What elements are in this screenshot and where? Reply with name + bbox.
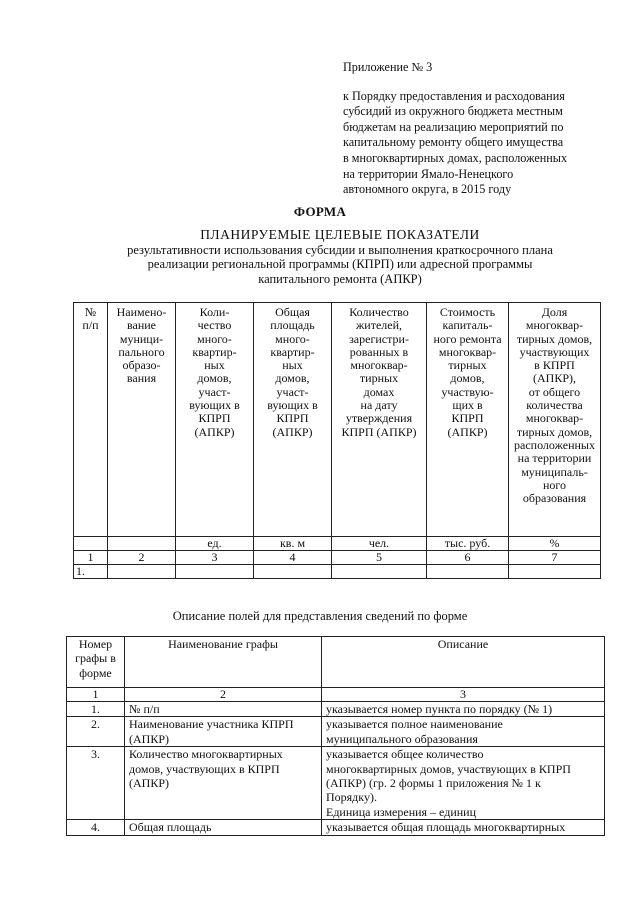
appendix-line: субсидий из окружного бюджета местным [343, 104, 563, 119]
appendix-line: бюджетам на реализацию мероприятий по [343, 119, 564, 134]
table-cell [108, 565, 176, 579]
unit-cell: тыс. руб. [427, 537, 509, 551]
header-cell: Доля многоквар- тирных домов, участвующих в КПРП (АПКР), от общего количества многоквар- тирных домов, расположенных на территории муниципаль- ного образования [509, 303, 601, 537]
column-description: указывается полное наименование муниципального образования [322, 717, 605, 747]
fields-description-table [66, 636, 605, 836]
column-number: 2 [125, 688, 322, 702]
header-cell: Количество жителей, зарегистри- рованных в многоквар- тирных домах на дату утверждения КПРП (АПКР) [332, 303, 427, 537]
unit-cell: чел. [332, 537, 427, 551]
table-cell [254, 565, 332, 579]
column-description: указывается общая площадь многоквартирных [322, 820, 605, 835]
heading-title: ПЛАНИРУЕМЫЕ ЦЕЛЕВЫЕ ПОКАЗАТЕЛИ [200, 227, 480, 242]
column-number: 3 [176, 551, 254, 565]
column-number: 6 [427, 551, 509, 565]
column-number: 7 [509, 551, 601, 565]
appendix-line: к Порядку предоставления и расходования [343, 88, 565, 103]
header-cell: Общая площадь много- квартир- ных домов, участ- вующих в КПРП (АПКР) [254, 303, 332, 537]
appendix-title: Приложение № 3 [343, 60, 433, 74]
column-name: Количество многоквартирных домов, участвующих в КПРП (АПКР) [125, 747, 322, 820]
unit-cell [108, 537, 176, 551]
row-number: 3. [67, 747, 125, 820]
heading-line: реализации региональной программы (КПРП) или адресной программы [147, 257, 533, 272]
column-number: 4 [254, 551, 332, 565]
column-description: указывается номер пункта по порядку (№ 1) [322, 702, 605, 717]
column-name: Наименование участника КПРП (АПКР) [125, 717, 322, 747]
header-cell: Коли- чество много- квартир- ных домов, участ- вующих в КПРП (АПКР) [176, 303, 254, 537]
appendix-line: автономного округа, в 2015 году [343, 182, 512, 197]
form-label: ФОРМА [293, 204, 347, 219]
header-cell: Описание [322, 637, 605, 688]
appendix-line: в многоквартирных домах, расположенных [343, 150, 568, 165]
heading-line: результативности использования субсидии и выполнения краткосрочного плана [127, 242, 553, 257]
table-cell: 1. [74, 565, 108, 579]
appendix-block [343, 60, 613, 198]
row-number: 1. [67, 702, 125, 717]
column-description: указывается общее количество многоквартирных домов, участвующих в КПРП (АПКР) (гр. 2 формы 1 приложения № 1 к Порядку). Единица измерения – единиц [322, 747, 605, 820]
unit-cell: % [509, 537, 601, 551]
table-cell [509, 565, 601, 579]
header-cell: Наименование графы [125, 637, 322, 688]
header-cell: Стоимость капиталь- ного ремонта многоквар- тирных домов, участвую- щих в КПРП (АПКР) [427, 303, 509, 537]
unit-cell [74, 537, 108, 551]
header-cell: № п/п [74, 303, 108, 537]
table-cell [427, 565, 509, 579]
unit-cell: кв. м [254, 537, 332, 551]
header-cell: Номер графы в форме [67, 637, 125, 688]
row-number: 2. [67, 717, 125, 747]
column-number: 1 [67, 688, 125, 702]
column-name: № п/п [125, 702, 322, 717]
column-name: Общая площадь [125, 820, 322, 835]
column-number: 2 [108, 551, 176, 565]
column-number: 1 [74, 551, 108, 565]
indicators-table [73, 302, 601, 579]
column-number: 3 [322, 688, 605, 702]
unit-cell: ед. [176, 537, 254, 551]
appendix-line: капитальному ремонту общего имущества [343, 135, 564, 150]
heading-line: капитального ремонта (АПКР) [258, 271, 422, 286]
table-cell [176, 565, 254, 579]
form-heading [60, 228, 620, 286]
column-number: 5 [332, 551, 427, 565]
header-cell: Наимено- вание муници- пального образо- вания [108, 303, 176, 537]
appendix-line: на территории Ямало-Ненецкого [343, 166, 514, 181]
table-cell [332, 565, 427, 579]
row-number: 4. [67, 820, 125, 835]
fields-description-title: Описание полей для представления сведений по форме [172, 609, 468, 623]
